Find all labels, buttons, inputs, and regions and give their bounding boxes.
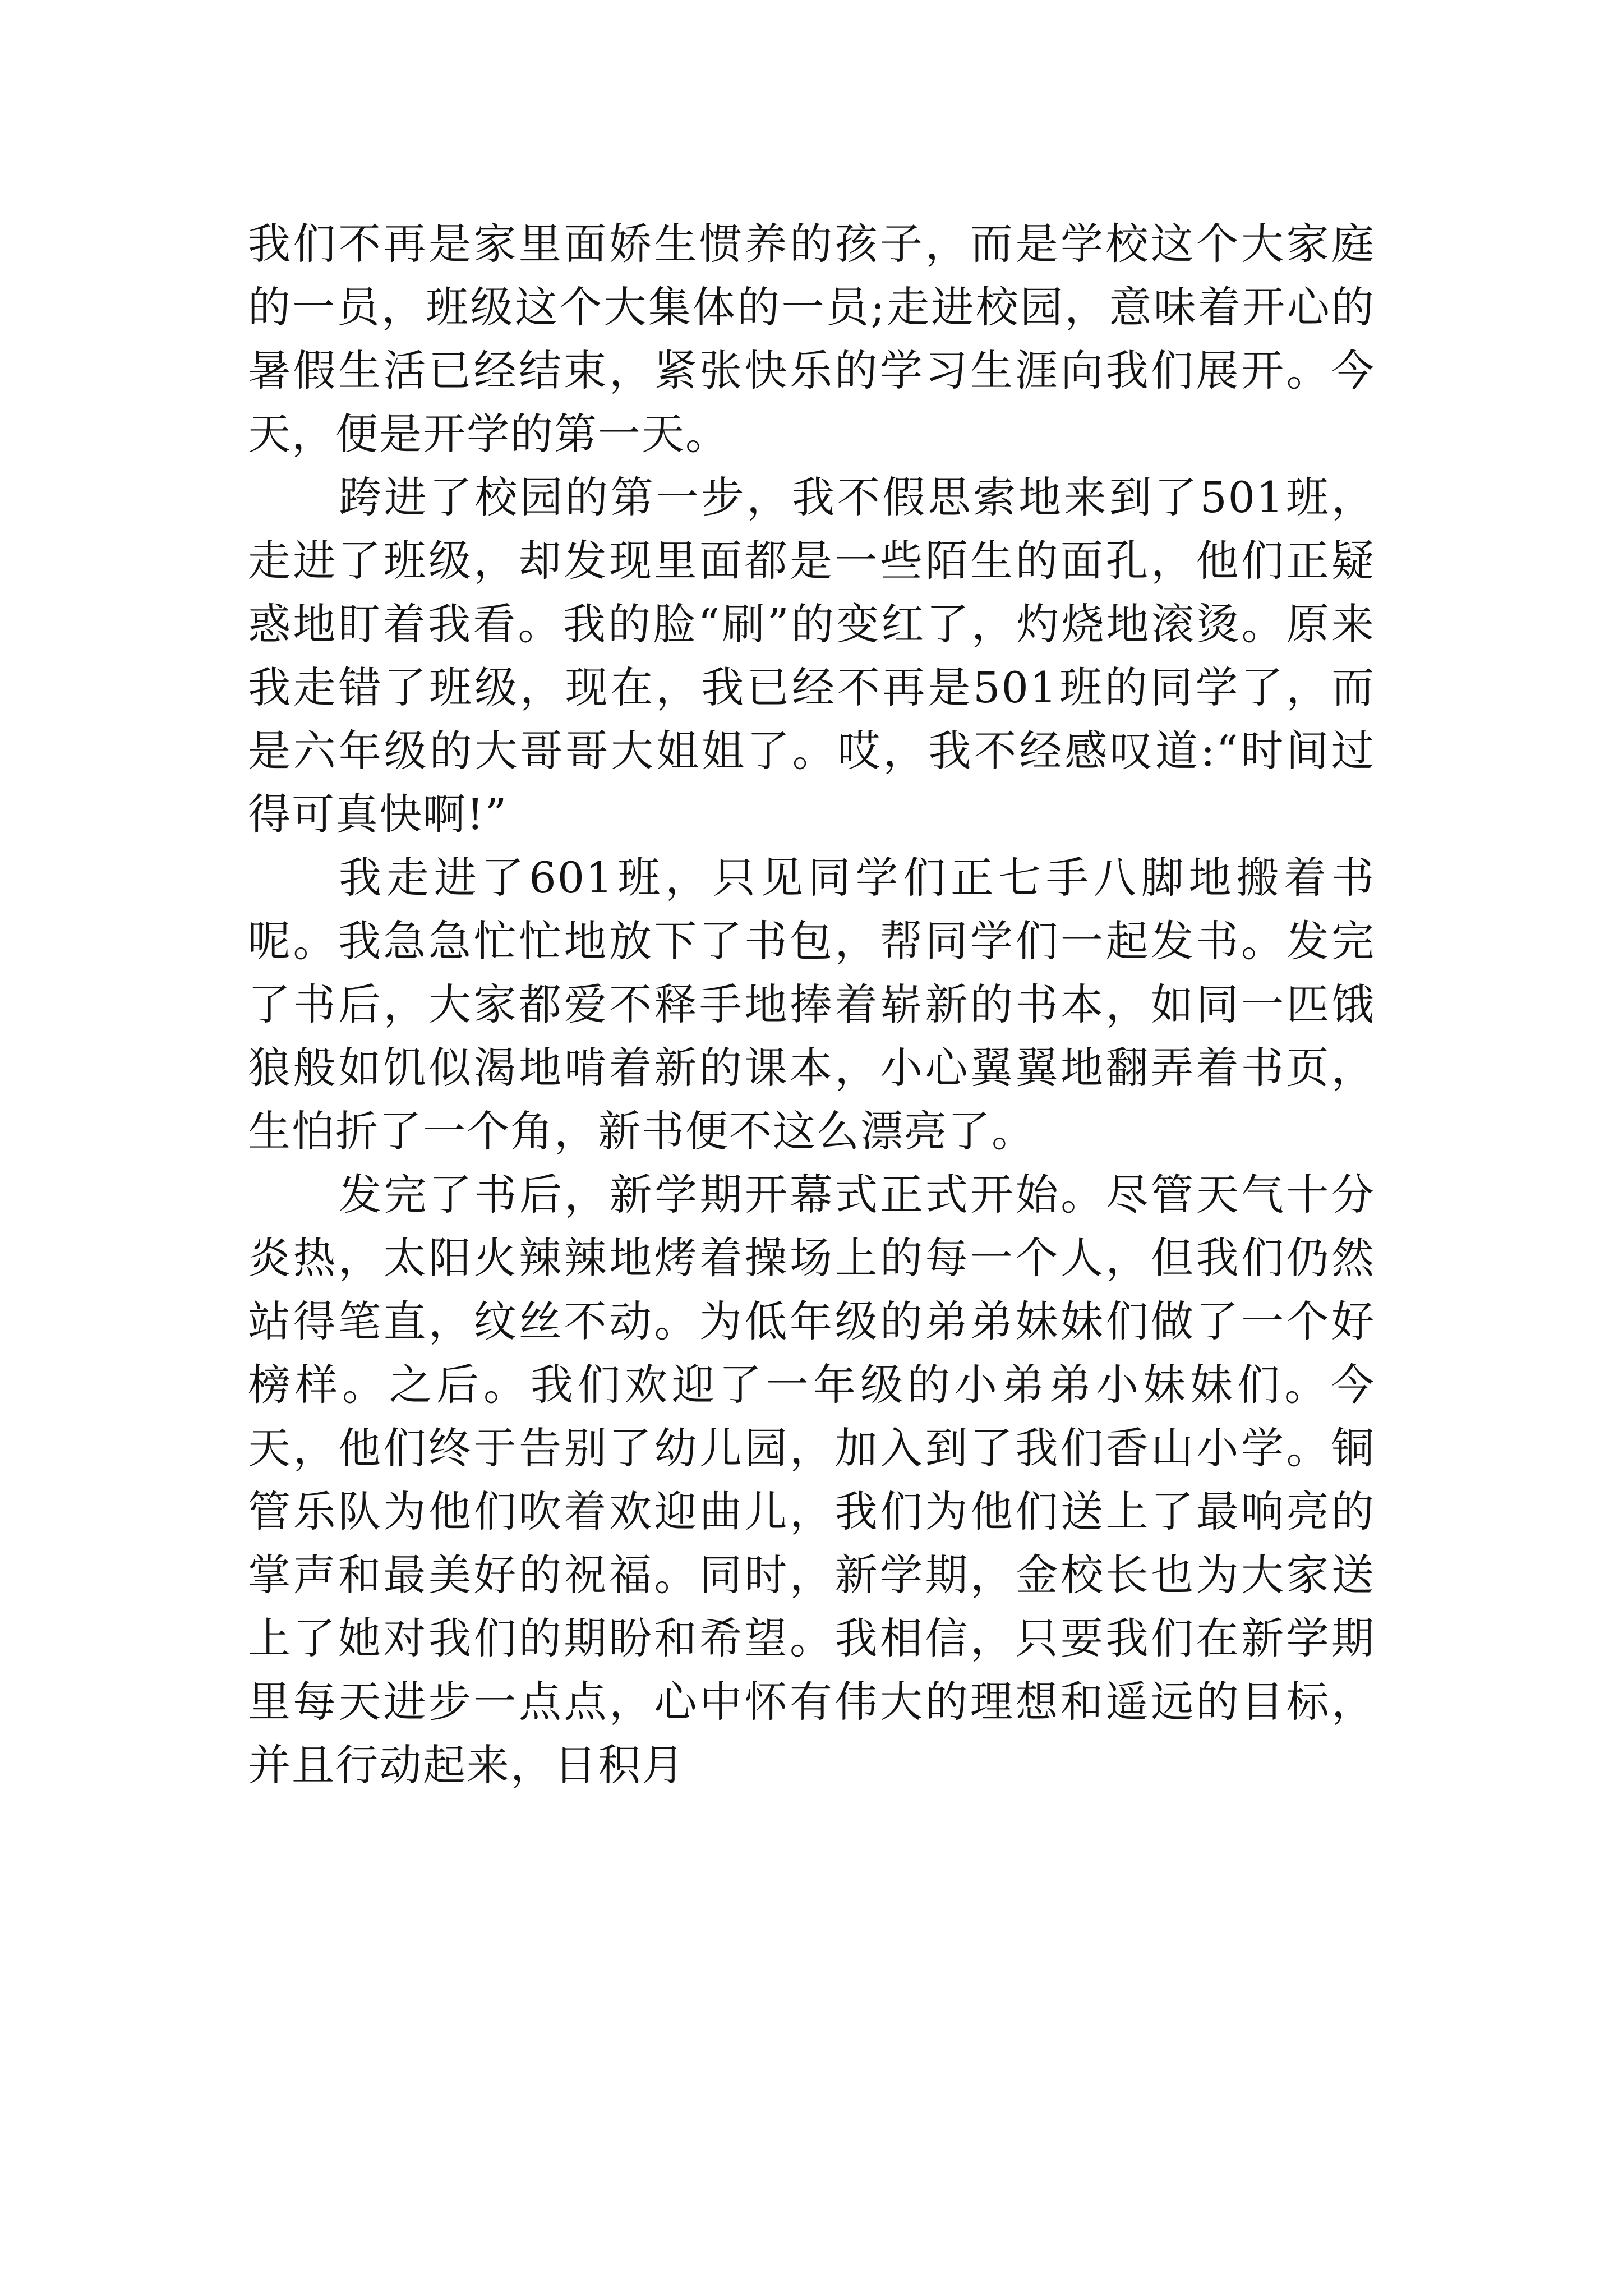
paragraph-1: 我们不再是家里面娇生惯养的孩子，而是学校这个大家庭的一员，班级这个大集体的一员;走进校园，意味着开心的暑假生活已经结束，紧张快乐的学习生涯向我们展开。今天，便是开学的第一天。 <box>248 219 1375 459</box>
paragraph-3: 我走进了601班，只见同学们正七手八脚地搬着书呢。我急急忙忙地放下了书包，帮同学们一起发书。发完了书后，大家都爱不释手地捧着崭新的书本，如同一匹饿狼般如饥似渴地啃着新的课本，小心翼翼地翻弄着书页，生怕折了一个角，新书便不这么漂亮了。 <box>248 853 1375 1156</box>
body-text <box>248 212 1375 1797</box>
paragraph-4: 发完了书后，新学期开幕式正式开始。尽管天气十分炎热，太阳火辣辣地烤着操场上的每一个人，但我们仍然站得笔直，纹丝不动。为低年级的弟弟妹妹们做了一个好榜样。之后。我们欢迎了一年级的小弟弟小妹妹们。今天，他们终于告别了幼儿园，加入到了我们香山小学。铜管乐队为他们吹着欢迎曲儿，我们为他们送上了最响亮的掌声和最美好的祝福。同时，新学期，金校长也为大家送上了她对我们的期盼和希望。我相信，只要我们在新学期里每天进步一点点，心中怀有伟大的理想和遥远的目标，并且行动起来，日积月 <box>248 1170 1375 1790</box>
paragraph-2: 跨进了校园的第一步，我不假思索地来到了501班，走进了班级，却发现里面都是一些陌生的面孔，他们正疑惑地盯着我看。我的脸“刷”的变红了，灼烧地滚烫。原来我走错了班级，现在，我已经不再是501班的同学了，而是六年级的大哥哥大姐姐了。哎，我不经感叹道:“时间过得可真快啊!” <box>248 472 1375 839</box>
